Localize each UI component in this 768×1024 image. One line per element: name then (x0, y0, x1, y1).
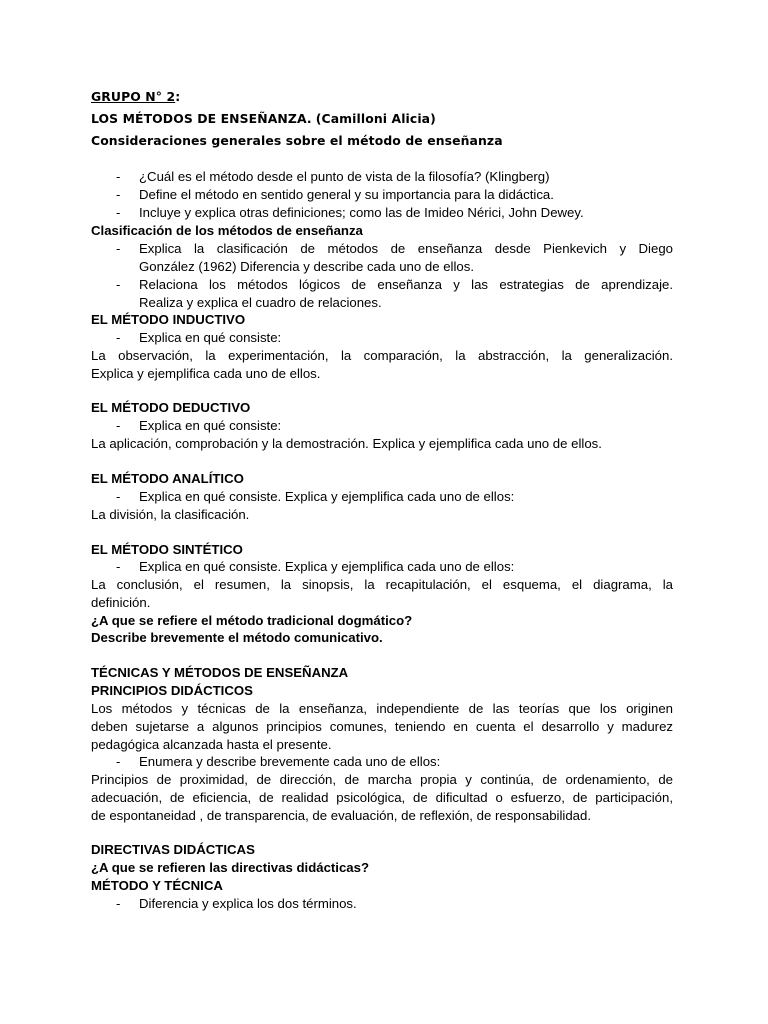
deductive-heading: EL MÉTODO DEDUCTIVO (91, 400, 251, 415)
inductive-item: Explica en qué consiste: (139, 330, 282, 345)
deductive-item: Explica en qué consiste: (139, 418, 282, 433)
synthetic-heading: EL MÉTODO SINTÉTICO (91, 542, 243, 557)
bullet-marker: - (116, 241, 121, 256)
analytic-item: Explica en qué consiste. Explica y ejemplifica cada uno de ellos: (139, 489, 515, 504)
bullet-marker: - (116, 559, 121, 574)
directives-question: ¿A que se refieren las directivas didácticas? (91, 860, 370, 875)
techniques-body-line: Los métodos y técnicas de la enseñanza, independiente de las teorías que los originen (91, 701, 673, 716)
general-item: Incluye y explica otras definiciones; como las de Imideo Nérici, John Dewey. (139, 205, 584, 220)
classification-item-line: Relaciona los métodos lógicos de enseñanza y las estrategias de aprendizaje. (139, 277, 673, 292)
document-title (91, 110, 436, 127)
principles-line: Principios de proximidad, de dirección, de marcha propia y continúa, de ordenamiento, de (91, 772, 673, 787)
techniques-heading: TÉCNICAS Y MÉTODOS DE ENSEÑANZA (91, 665, 349, 680)
bullet-marker: - (116, 330, 121, 345)
bullet-marker: - (116, 418, 121, 433)
document-subtitle: Consideraciones generales sobre el método de enseñanza (91, 133, 503, 148)
inductive-body-line: La observación, la experimentación, la comparación, la abstracción, la generalización. (91, 348, 673, 363)
synthetic-question: ¿A que se refiere el método tradicional dogmático? (91, 613, 413, 628)
bullet-marker: - (116, 169, 121, 184)
bullet-marker: - (116, 754, 121, 769)
general-item: Define el método en sentido general y su importancia para la didáctica. (139, 187, 554, 202)
bullet-marker: - (116, 896, 121, 911)
inductive-body-line: Explica y ejemplifica cada uno de ellos. (91, 366, 321, 381)
synthetic-item: Explica en qué consiste. Explica y ejemplifica cada uno de ellos: (139, 559, 515, 574)
document-title-author: (Camilloni Alicia) (315, 111, 436, 126)
synthetic-body-line: definición. (91, 595, 151, 610)
document-title-main: LOS MÉTODOS DE ENSEÑANZA. (91, 111, 312, 126)
synthetic-question: Describe brevemente el método comunicativo. (91, 630, 383, 645)
principles-line: de espontaneidad , de transparencia, de evaluación, de reflexión, de responsabilidad. (91, 808, 592, 823)
synthetic-body-line: La conclusión, el resumen, la sinopsis, la recapitulación, el esquema, el diagrama, la (91, 577, 673, 592)
group-label-text: GRUPO N° 2 (91, 89, 176, 104)
bullet-marker: - (116, 187, 121, 202)
analytic-body-line: La división, la clasificación. (91, 507, 250, 522)
bullet-marker: - (116, 277, 121, 292)
group-label-colon: : (175, 89, 181, 104)
directives-heading: DIRECTIVAS DIDÁCTICAS (91, 842, 255, 857)
classification-item-line: González (1962) Diferencia y describe cada uno de ellos. (139, 259, 475, 274)
method-technique-heading: MÉTODO Y TÉCNICA (91, 878, 223, 893)
bullet-marker: - (116, 205, 121, 220)
techniques-body-line: deben sujetarse a algunos principios comunes, teniendo en cuenta el desarrollo y madurez (91, 719, 673, 734)
general-item: ¿Cuál es el método desde el punto de vista de la filosofía? (Klingberg) (139, 169, 550, 184)
principles-heading: PRINCIPIOS DIDÁCTICOS (91, 683, 253, 698)
classification-item-line: Explica la clasificación de métodos de enseñanza desde Pienkevich y Diego (139, 241, 673, 256)
group-label (91, 88, 180, 105)
deductive-body-line: La aplicación, comprobación y la demostración. Explica y ejemplifica cada uno de ellos. (91, 436, 602, 451)
techniques-body-line: pedagógica alcanzada hasta el presente. (91, 737, 332, 752)
directives-item: Diferencia y explica los dos términos. (139, 896, 357, 911)
bullet-marker: - (116, 489, 121, 504)
classification-item-line: Realiza y explica el cuadro de relaciones. (139, 295, 382, 310)
classification-heading: Clasificación de los métodos de enseñanza (91, 223, 363, 238)
principles-line: adecuación, de eficiencia, de realidad psicológica, de dificultad o esfuerzo, de participación, (91, 790, 673, 805)
techniques-item: Enumera y describe brevemente cada uno de ellos: (139, 754, 441, 769)
analytic-heading: EL MÉTODO ANALÍTICO (91, 471, 244, 486)
inductive-heading: EL MÉTODO INDUCTIVO (91, 312, 246, 327)
